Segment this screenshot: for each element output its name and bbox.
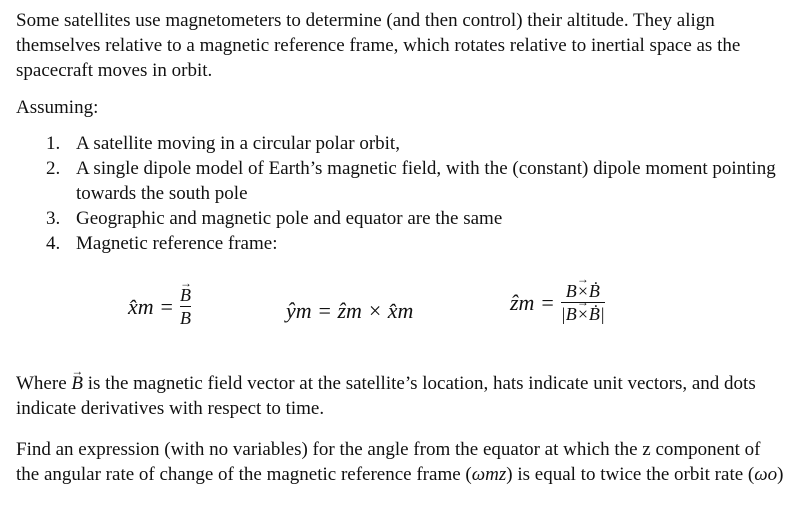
xm-fraction (180, 284, 191, 329)
ym-expression: ŷm = ẑm × x̂m (286, 298, 414, 323)
list-number: 3. (46, 208, 61, 229)
question-paragraph (16, 437, 786, 487)
question-text-1: Find an expression (with no variables) for the angle from the equator at which the z component of the angular rate of change of the magnetic reference frame ( (16, 439, 761, 485)
list-number: 2. (46, 158, 61, 179)
where-prefix: Where (16, 373, 67, 394)
list-text: Geographic and magnetic pole and equator are the same (76, 208, 503, 229)
list-item (46, 131, 786, 156)
xm-denominator: B (180, 308, 191, 328)
zm-denominator: → |B×Ḃ| (561, 303, 605, 325)
assumption-list (46, 131, 786, 256)
zm-equation (510, 280, 611, 325)
intro-paragraph: Some satellites use magnetometers to determine (and then control) their altitude. They align themselves relative to a magnetic reference frame, which rotates relative to inertial space as the spacecraft moves in orbit. (16, 10, 741, 81)
xm-lhs: x̂m = (128, 294, 174, 319)
list-item (46, 156, 786, 206)
xm-equation (128, 284, 197, 329)
list-text: Magnetic reference frame: (76, 233, 278, 254)
question-text-2: ) is equal to twice the orbit rate ( (506, 464, 755, 485)
list-text: A satellite moving in a circular polar orbit, (76, 133, 400, 154)
xm-numerator: → B (180, 284, 191, 306)
list-item (46, 231, 786, 256)
omega-mz-symbol: ωmz (471, 464, 507, 485)
where-text: is the magnetic field vector at the satellite’s location, hats indicate unit vectors, and dots indicate derivatives with respect to time. (16, 373, 756, 419)
list-number: 4. (46, 233, 61, 254)
question-text-3: ) (777, 464, 784, 485)
list-text: A single dipole model of Earth’s magnetic field, with the (constant) dipole moment pointing towards the south pole (76, 158, 776, 204)
equation-row (0, 272, 800, 352)
ym-equation (286, 298, 413, 323)
zm-lhs: ẑm = (510, 290, 555, 315)
omega-o-symbol: ωo (754, 464, 778, 485)
list-number: 1. (46, 133, 61, 154)
assuming-label: Assuming: (16, 97, 99, 118)
b-vector-symbol: → B (71, 371, 83, 396)
zm-numerator: → B×Ḃ (566, 280, 600, 302)
list-item (46, 206, 786, 231)
zm-fraction (561, 280, 605, 325)
where-paragraph (16, 371, 786, 421)
